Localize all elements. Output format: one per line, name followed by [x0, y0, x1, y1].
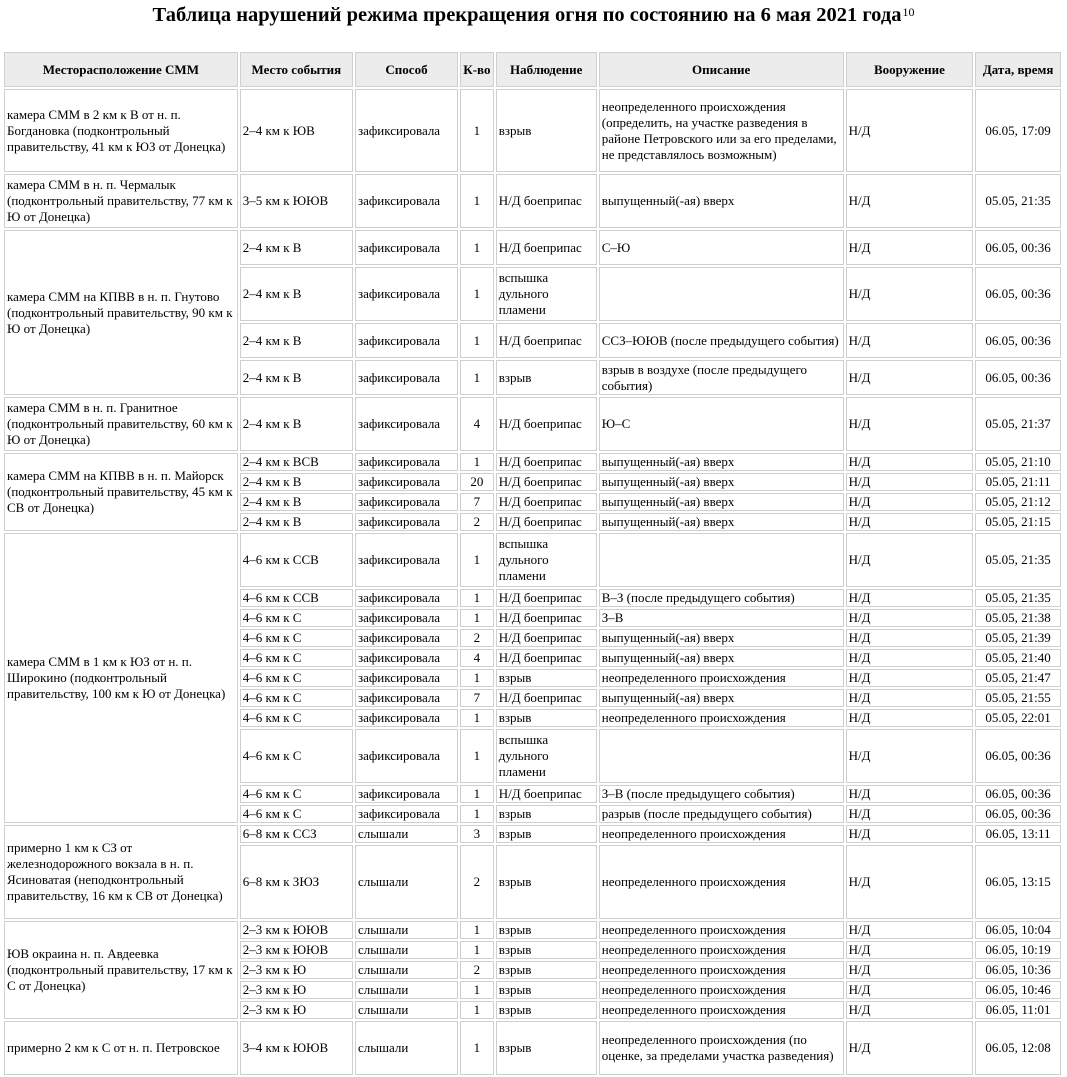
cell-event-count: 2 [460, 961, 494, 979]
cell-weapon: Н/Д [846, 609, 974, 627]
cell-datetime: 05.05, 21:39 [975, 629, 1061, 647]
table-row [4, 89, 1061, 172]
cell-datetime: 05.05, 21:37 [975, 397, 1061, 451]
cell-detection-method: зафиксировала [355, 397, 458, 451]
cell-observation: Н/Д боеприпас [496, 629, 597, 647]
cell-event-place: 2–4 км к В [240, 493, 353, 511]
cell-event-count: 1 [460, 941, 494, 959]
cell-event-place: 2–3 км к ЮЮВ [240, 941, 353, 959]
cell-event-count: 1 [460, 89, 494, 172]
cell-detection-method: зафиксировала [355, 689, 458, 707]
cell-datetime: 05.05, 21:55 [975, 689, 1061, 707]
cell-observation: взрыв [496, 709, 597, 727]
cell-event-place: 2–4 км к В [240, 267, 353, 321]
cell-observation: вспышка дульного пламени [496, 267, 597, 321]
cell-description: неопределенного происхождения [599, 961, 844, 979]
cell-event-place: 2–4 км к ЮВ [240, 89, 353, 172]
ceasefire-violations-table [2, 50, 1063, 1077]
cell-datetime: 05.05, 21:40 [975, 649, 1061, 667]
cell-detection-method: зафиксировала [355, 805, 458, 823]
cell-location: камера СММ на КПВВ в н. п. Гнутово (подконтрольный правительству, 90 км к Ю от Донецка) [4, 230, 238, 395]
table-row [4, 230, 1061, 265]
col-header-weapon: Вооружение [846, 52, 974, 87]
cell-description [599, 533, 844, 587]
cell-event-count: 1 [460, 729, 494, 783]
cell-datetime: 05.05, 21:47 [975, 669, 1061, 687]
cell-description: выпущенный(-ая) вверх [599, 453, 844, 471]
cell-description: неопределенного происхождения [599, 921, 844, 939]
cell-description: С–Ю [599, 230, 844, 265]
cell-event-count: 1 [460, 533, 494, 587]
cell-weapon: Н/Д [846, 360, 974, 395]
cell-weapon: Н/Д [846, 267, 974, 321]
cell-event-place: 2–4 км к В [240, 397, 353, 451]
cell-detection-method: зафиксировала [355, 629, 458, 647]
cell-event-place: 4–6 км к С [240, 805, 353, 823]
cell-weapon: Н/Д [846, 729, 974, 783]
cell-datetime: 05.05, 21:15 [975, 513, 1061, 531]
cell-event-count: 2 [460, 629, 494, 647]
cell-event-count: 3 [460, 825, 494, 843]
cell-event-place: 2–3 км к Ю [240, 961, 353, 979]
table-row [4, 921, 1061, 939]
cell-weapon: Н/Д [846, 629, 974, 647]
cell-datetime: 06.05, 00:36 [975, 323, 1061, 358]
cell-observation: взрыв [496, 981, 597, 999]
cell-location: ЮВ окраина н. п. Авдеевка (подконтрольный правительству, 17 км к С от Донецка) [4, 921, 238, 1019]
cell-description: З–В [599, 609, 844, 627]
cell-detection-method: зафиксировала [355, 609, 458, 627]
cell-event-count: 2 [460, 845, 494, 919]
cell-detection-method: слышали [355, 1021, 458, 1075]
cell-event-place: 2–4 км к В [240, 360, 353, 395]
cell-detection-method: слышали [355, 941, 458, 959]
cell-event-place: 3–5 км к ЮЮВ [240, 174, 353, 228]
cell-event-count: 1 [460, 453, 494, 471]
cell-event-count: 1 [460, 669, 494, 687]
cell-detection-method: зафиксировала [355, 729, 458, 783]
cell-event-place: 4–6 км к С [240, 729, 353, 783]
cell-datetime: 06.05, 12:08 [975, 1021, 1061, 1075]
cell-detection-method: зафиксировала [355, 89, 458, 172]
cell-observation: взрыв [496, 360, 597, 395]
cell-description: неопределенного происхождения [599, 825, 844, 843]
cell-weapon: Н/Д [846, 589, 974, 607]
cell-location: примерно 2 км к С от н. п. Петровское [4, 1021, 238, 1075]
cell-observation: взрыв [496, 961, 597, 979]
cell-weapon: Н/Д [846, 473, 974, 491]
cell-datetime: 05.05, 21:11 [975, 473, 1061, 491]
cell-location: камера СММ на КПВВ в н. п. Майорск (подконтрольный правительству, 45 км к СВ от Донецка) [4, 453, 238, 531]
cell-detection-method: слышали [355, 961, 458, 979]
cell-weapon: Н/Д [846, 649, 974, 667]
cell-event-place: 2–3 км к Ю [240, 1001, 353, 1019]
cell-weapon: Н/Д [846, 397, 974, 451]
cell-description: неопределенного происхождения [599, 1001, 844, 1019]
cell-datetime: 06.05, 00:36 [975, 230, 1061, 265]
cell-location: камера СММ в н. п. Чермалык (подконтрольный правительству, 77 км к Ю от Донецка) [4, 174, 238, 228]
cell-weapon: Н/Д [846, 669, 974, 687]
cell-datetime: 05.05, 21:12 [975, 493, 1061, 511]
col-header-count: К-во [460, 52, 494, 87]
cell-datetime: 05.05, 21:10 [975, 453, 1061, 471]
cell-detection-method: зафиксировала [355, 323, 458, 358]
cell-datetime: 05.05, 21:35 [975, 589, 1061, 607]
col-header-location: Месторасположение СММ [4, 52, 238, 87]
cell-location: камера СММ в 2 км к В от н. п. Богдановка (подконтрольный правительству, 41 км к ЮЗ от Донецка) [4, 89, 238, 172]
cell-event-place: 4–6 км к С [240, 785, 353, 803]
cell-description: неопределенного происхождения [599, 709, 844, 727]
cell-detection-method: зафиксировала [355, 493, 458, 511]
cell-datetime: 05.05, 21:35 [975, 533, 1061, 587]
cell-description: выпущенный(-ая) вверх [599, 493, 844, 511]
cell-event-place: 6–8 км к ЗЮЗ [240, 845, 353, 919]
cell-event-count: 1 [460, 230, 494, 265]
cell-detection-method: слышали [355, 921, 458, 939]
cell-weapon: Н/Д [846, 1001, 974, 1019]
cell-datetime: 05.05, 21:35 [975, 174, 1061, 228]
table-row [4, 1021, 1061, 1075]
cell-event-count: 1 [460, 360, 494, 395]
cell-observation: Н/Д боеприпас [496, 649, 597, 667]
cell-event-place: 4–6 км к С [240, 609, 353, 627]
cell-description [599, 267, 844, 321]
cell-detection-method: зафиксировала [355, 589, 458, 607]
cell-observation: Н/Д боеприпас [496, 397, 597, 451]
cell-event-count: 1 [460, 921, 494, 939]
cell-observation: взрыв [496, 941, 597, 959]
cell-datetime: 06.05, 00:36 [975, 729, 1061, 783]
cell-event-count: 1 [460, 1021, 494, 1075]
col-header-method: Способ [355, 52, 458, 87]
col-header-observation: Наблюдение [496, 52, 597, 87]
cell-event-count: 1 [460, 785, 494, 803]
cell-datetime: 06.05, 10:46 [975, 981, 1061, 999]
cell-event-place: 4–6 км к С [240, 669, 353, 687]
cell-detection-method: зафиксировала [355, 453, 458, 471]
cell-event-count: 1 [460, 267, 494, 321]
cell-weapon: Н/Д [846, 805, 974, 823]
cell-observation: Н/Д боеприпас [496, 589, 597, 607]
cell-event-count: 7 [460, 493, 494, 511]
cell-observation: взрыв [496, 921, 597, 939]
cell-datetime: 06.05, 17:09 [975, 89, 1061, 172]
cell-observation: Н/Д боеприпас [496, 453, 597, 471]
cell-event-count: 20 [460, 473, 494, 491]
table-row [4, 174, 1061, 228]
cell-event-place: 2–4 км к ВСВ [240, 453, 353, 471]
cell-weapon: Н/Д [846, 533, 974, 587]
cell-weapon: Н/Д [846, 825, 974, 843]
cell-weapon: Н/Д [846, 845, 974, 919]
table-header-row [4, 52, 1061, 87]
cell-observation: взрыв [496, 669, 597, 687]
cell-observation: Н/Д боеприпас [496, 473, 597, 491]
cell-weapon: Н/Д [846, 785, 974, 803]
cell-observation: Н/Д боеприпас [496, 323, 597, 358]
cell-description: разрыв (после предыдущего события) [599, 805, 844, 823]
cell-weapon: Н/Д [846, 453, 974, 471]
cell-datetime: 06.05, 00:36 [975, 360, 1061, 395]
cell-location: камера СММ в 1 км к ЮЗ от н. п. Широкино (подконтрольный правительству, 100 км к Ю от Донецка) [4, 533, 238, 823]
cell-event-count: 1 [460, 323, 494, 358]
cell-detection-method: слышали [355, 1001, 458, 1019]
cell-event-count: 1 [460, 709, 494, 727]
cell-weapon: Н/Д [846, 323, 974, 358]
cell-location: примерно 1 км к СЗ от железнодорожного вокзала в н. п. Ясиноватая (неподконтрольный правительству, 16 км к СВ от Донецка) [4, 825, 238, 919]
cell-description: взрыв в воздухе (после предыдущего события) [599, 360, 844, 395]
cell-description: неопределенного происхождения [599, 669, 844, 687]
cell-weapon: Н/Д [846, 230, 974, 265]
table-row [4, 825, 1061, 843]
cell-detection-method: зафиксировала [355, 785, 458, 803]
cell-datetime: 06.05, 11:01 [975, 1001, 1061, 1019]
cell-weapon: Н/Д [846, 493, 974, 511]
cell-event-place: 4–6 км к С [240, 649, 353, 667]
cell-event-count: 4 [460, 397, 494, 451]
cell-observation: взрыв [496, 825, 597, 843]
cell-detection-method: зафиксировала [355, 649, 458, 667]
cell-description: неопределенного происхождения [599, 845, 844, 919]
cell-description: выпущенный(-ая) вверх [599, 513, 844, 531]
table-row [4, 453, 1061, 471]
cell-weapon: Н/Д [846, 961, 974, 979]
table-body [4, 89, 1061, 1075]
cell-event-place: 2–4 км к В [240, 473, 353, 491]
cell-datetime: 06.05, 00:36 [975, 805, 1061, 823]
cell-observation: взрыв [496, 89, 597, 172]
cell-detection-method: зафиксировала [355, 267, 458, 321]
cell-weapon: Н/Д [846, 709, 974, 727]
cell-datetime: 06.05, 10:36 [975, 961, 1061, 979]
cell-description: неопределенного происхождения [599, 941, 844, 959]
cell-description: Ю–С [599, 397, 844, 451]
cell-weapon: Н/Д [846, 689, 974, 707]
cell-datetime: 06.05, 10:04 [975, 921, 1061, 939]
cell-observation: вспышка дульного пламени [496, 729, 597, 783]
cell-detection-method: зафиксировала [355, 360, 458, 395]
cell-description: выпущенный(-ая) вверх [599, 629, 844, 647]
cell-observation: взрыв [496, 845, 597, 919]
cell-datetime: 06.05, 13:15 [975, 845, 1061, 919]
cell-observation: Н/Д боеприпас [496, 493, 597, 511]
cell-description: неопределенного происхождения (по оценке, за пределами участка разведения) [599, 1021, 844, 1075]
cell-event-count: 1 [460, 174, 494, 228]
cell-detection-method: зафиксировала [355, 669, 458, 687]
cell-observation: взрыв [496, 1001, 597, 1019]
cell-detection-method: слышали [355, 825, 458, 843]
cell-weapon: Н/Д [846, 1021, 974, 1075]
cell-description: выпущенный(-ая) вверх [599, 689, 844, 707]
cell-description: ССЗ–ЮЮВ (после предыдущего события) [599, 323, 844, 358]
cell-description: выпущенный(-ая) вверх [599, 473, 844, 491]
footnote-ref[interactable]: 10 [902, 5, 915, 19]
cell-observation: Н/Д боеприпас [496, 174, 597, 228]
cell-datetime: 05.05, 22:01 [975, 709, 1061, 727]
cell-event-count: 1 [460, 589, 494, 607]
cell-event-place: 3–4 км к ЮЮВ [240, 1021, 353, 1075]
cell-event-count: 7 [460, 689, 494, 707]
cell-detection-method: зафиксировала [355, 174, 458, 228]
cell-datetime: 05.05, 21:38 [975, 609, 1061, 627]
table-row [4, 397, 1061, 451]
cell-detection-method: слышали [355, 981, 458, 999]
cell-observation: вспышка дульного пламени [496, 533, 597, 587]
cell-event-place: 4–6 км к ССВ [240, 533, 353, 587]
cell-observation: Н/Д боеприпас [496, 513, 597, 531]
cell-description [599, 729, 844, 783]
cell-weapon: Н/Д [846, 513, 974, 531]
cell-event-place: 6–8 км к ССЗ [240, 825, 353, 843]
cell-event-count: 4 [460, 649, 494, 667]
cell-observation: Н/Д боеприпас [496, 689, 597, 707]
cell-description: неопределенного происхождения [599, 981, 844, 999]
cell-detection-method: зафиксировала [355, 533, 458, 587]
cell-weapon: Н/Д [846, 174, 974, 228]
cell-description: З–В (после предыдущего события) [599, 785, 844, 803]
cell-event-place: 2–3 км к Ю [240, 981, 353, 999]
cell-observation: взрыв [496, 805, 597, 823]
cell-observation: взрыв [496, 1021, 597, 1075]
cell-event-place: 2–4 км к В [240, 230, 353, 265]
cell-datetime: 06.05, 10:19 [975, 941, 1061, 959]
cell-detection-method: зафиксировала [355, 473, 458, 491]
cell-observation: Н/Д боеприпас [496, 609, 597, 627]
cell-description: В–З (после предыдущего события) [599, 589, 844, 607]
cell-datetime: 06.05, 00:36 [975, 785, 1061, 803]
col-header-place: Место события [240, 52, 353, 87]
cell-event-place: 2–3 км к ЮЮВ [240, 921, 353, 939]
col-header-datetime: Дата, время [975, 52, 1061, 87]
col-header-description: Описание [599, 52, 844, 87]
cell-description: выпущенный(-ая) вверх [599, 649, 844, 667]
cell-datetime: 06.05, 00:36 [975, 267, 1061, 321]
cell-weapon: Н/Д [846, 981, 974, 999]
cell-weapon: Н/Д [846, 89, 974, 172]
cell-location: камера СММ в н. п. Гранитное (подконтрольный правительству, 60 км к Ю от Донецка) [4, 397, 238, 451]
cell-event-place: 4–6 км к С [240, 709, 353, 727]
cell-detection-method: слышали [355, 845, 458, 919]
cell-description: выпущенный(-ая) вверх [599, 174, 844, 228]
table-row [4, 533, 1061, 587]
cell-event-count: 1 [460, 1001, 494, 1019]
page-title [0, 0, 1067, 30]
title-text: Таблица нарушений режима прекращения огня по состоянию на 6 мая 2021 года [152, 4, 902, 26]
cell-datetime: 06.05, 13:11 [975, 825, 1061, 843]
cell-event-count: 1 [460, 981, 494, 999]
cell-weapon: Н/Д [846, 941, 974, 959]
cell-event-count: 1 [460, 609, 494, 627]
cell-event-place: 2–4 км к В [240, 513, 353, 531]
cell-event-place: 4–6 км к ССВ [240, 589, 353, 607]
cell-weapon: Н/Д [846, 921, 974, 939]
cell-observation: Н/Д боеприпас [496, 785, 597, 803]
cell-detection-method: зафиксировала [355, 709, 458, 727]
cell-observation: Н/Д боеприпас [496, 230, 597, 265]
cell-detection-method: зафиксировала [355, 513, 458, 531]
cell-event-place: 4–6 км к С [240, 689, 353, 707]
cell-event-count: 2 [460, 513, 494, 531]
cell-detection-method: зафиксировала [355, 230, 458, 265]
cell-event-place: 2–4 км к В [240, 323, 353, 358]
cell-event-count: 1 [460, 805, 494, 823]
cell-description: неопределенного происхождения (определить, на участке разведения в районе Петровского или за его пределами, не представлялось возможным) [599, 89, 844, 172]
cell-event-place: 4–6 км к С [240, 629, 353, 647]
